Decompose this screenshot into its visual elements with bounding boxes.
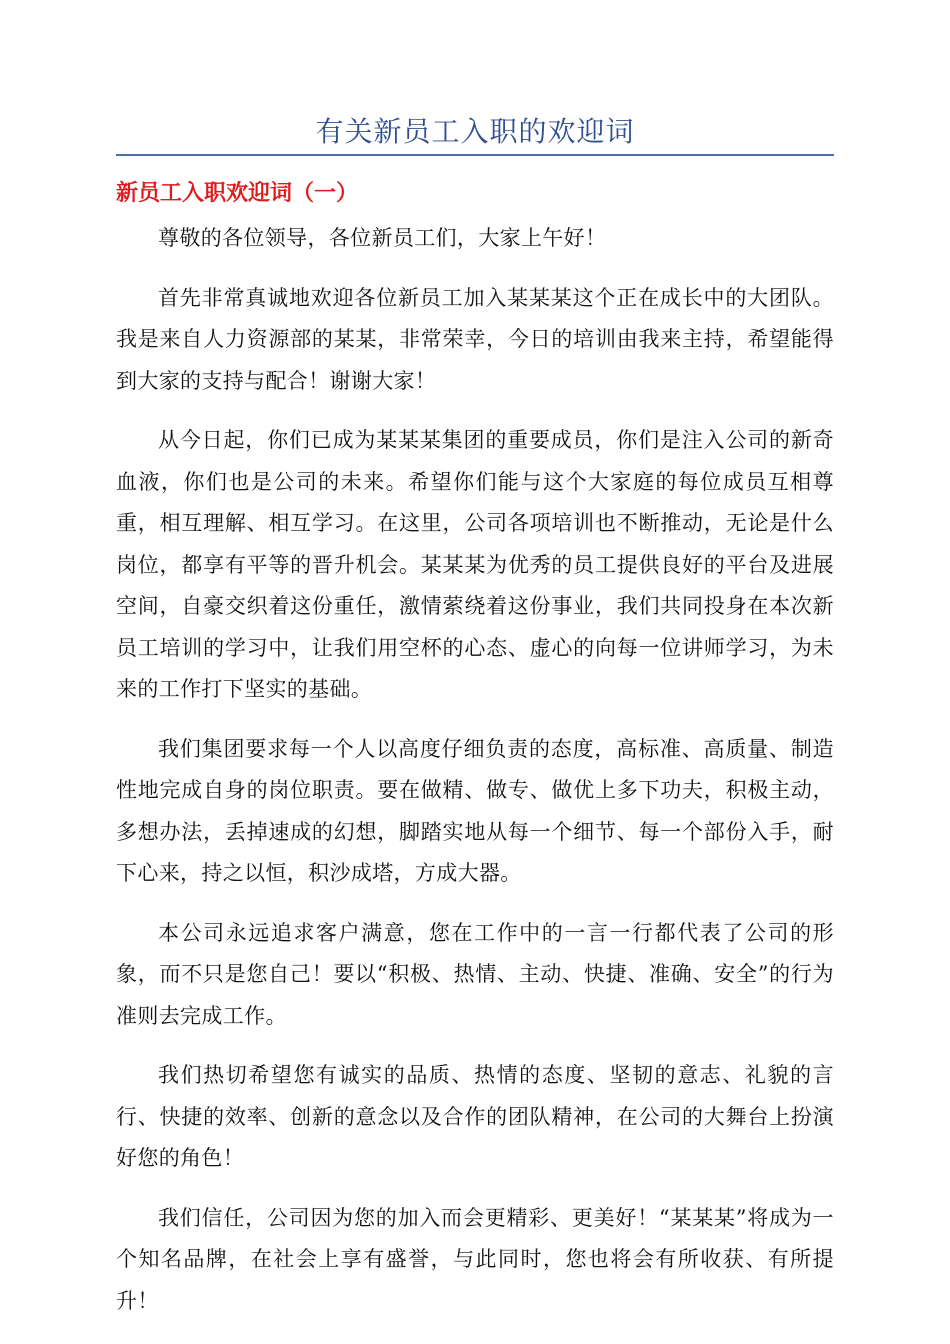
section-heading: 新员工入职欢迎词（一） bbox=[116, 181, 359, 206]
paragraph-hopes: 我们热切希望您有诚实的品质、热情的态度、坚韧的意志、礼貌的言行、快捷的效率、创新的意念以及合作的团队精神，在公司的大舞台上扮演好您的角色！ bbox=[116, 1063, 834, 1170]
paragraph-requirements: 我们集团要求每一个人以高度仔细负责的态度，高标准、高质量、制造性地完成自身的岗位职责。要在做精、做专、做优上多下功夫，积极主动，多想办法，丢掉速成的幻想，脚踏实地从每一个细节、每一个部份入手，耐下心来，持之以恒，积沙成塔，方成大器。 bbox=[116, 736, 834, 885]
document-title: 有关新员工入职的欢迎词 bbox=[315, 115, 635, 148]
paragraph-closing: 我们信任，公司因为您的加入而会更精彩、更美好！“某某某”将成为一个知名品牌，在社会上享有盛誉，与此同时，您也将会有所收获、有所提升！ bbox=[116, 1205, 834, 1313]
document-body bbox=[116, 218, 834, 1340]
title-underline bbox=[116, 154, 834, 156]
paragraph-greeting: 尊敬的各位领导，各位新员工们，大家上午好！ bbox=[158, 226, 607, 250]
paragraph-new-members: 从今日起，你们已成为某某某集团的重要成员，你们是注入公司的新奇血液，你们也是公司的未来。希望你们能与这个大家庭的每位成员互相尊重，相互理解、相互学习。在这里，公司各项培训也不断推动，无论是什么岗位，都享有平等的晋升机会。某某某为优秀的员工提供良好的平台及进展空间，自豪交织着这份重任，激情萦绕着这份事业，我们共同投身在本次新员工培训的学习中，让我们用空杯的心态、虚心的向每一位讲师学习，为未来的工作打下坚实的基础。 bbox=[116, 428, 834, 701]
document-page bbox=[116, 0, 834, 1344]
paragraph-welcome: 首先非常真诚地欢迎各位新员工加入某某某这个正在成长中的大团队。我是来自人力资源部的某某，非常荣幸，今日的培训由我来主持，希望能得到大家的支持与配合！谢谢大家！ bbox=[116, 285, 834, 393]
paragraph-customer-satisfaction: 本公司永远追求客户满意，您在工作中的一言一行都代表了公司的形象，而不只是您自己！要以“积极、热情、主动、快捷、准确、安全”的行为准则去完成工作。 bbox=[116, 920, 834, 1028]
